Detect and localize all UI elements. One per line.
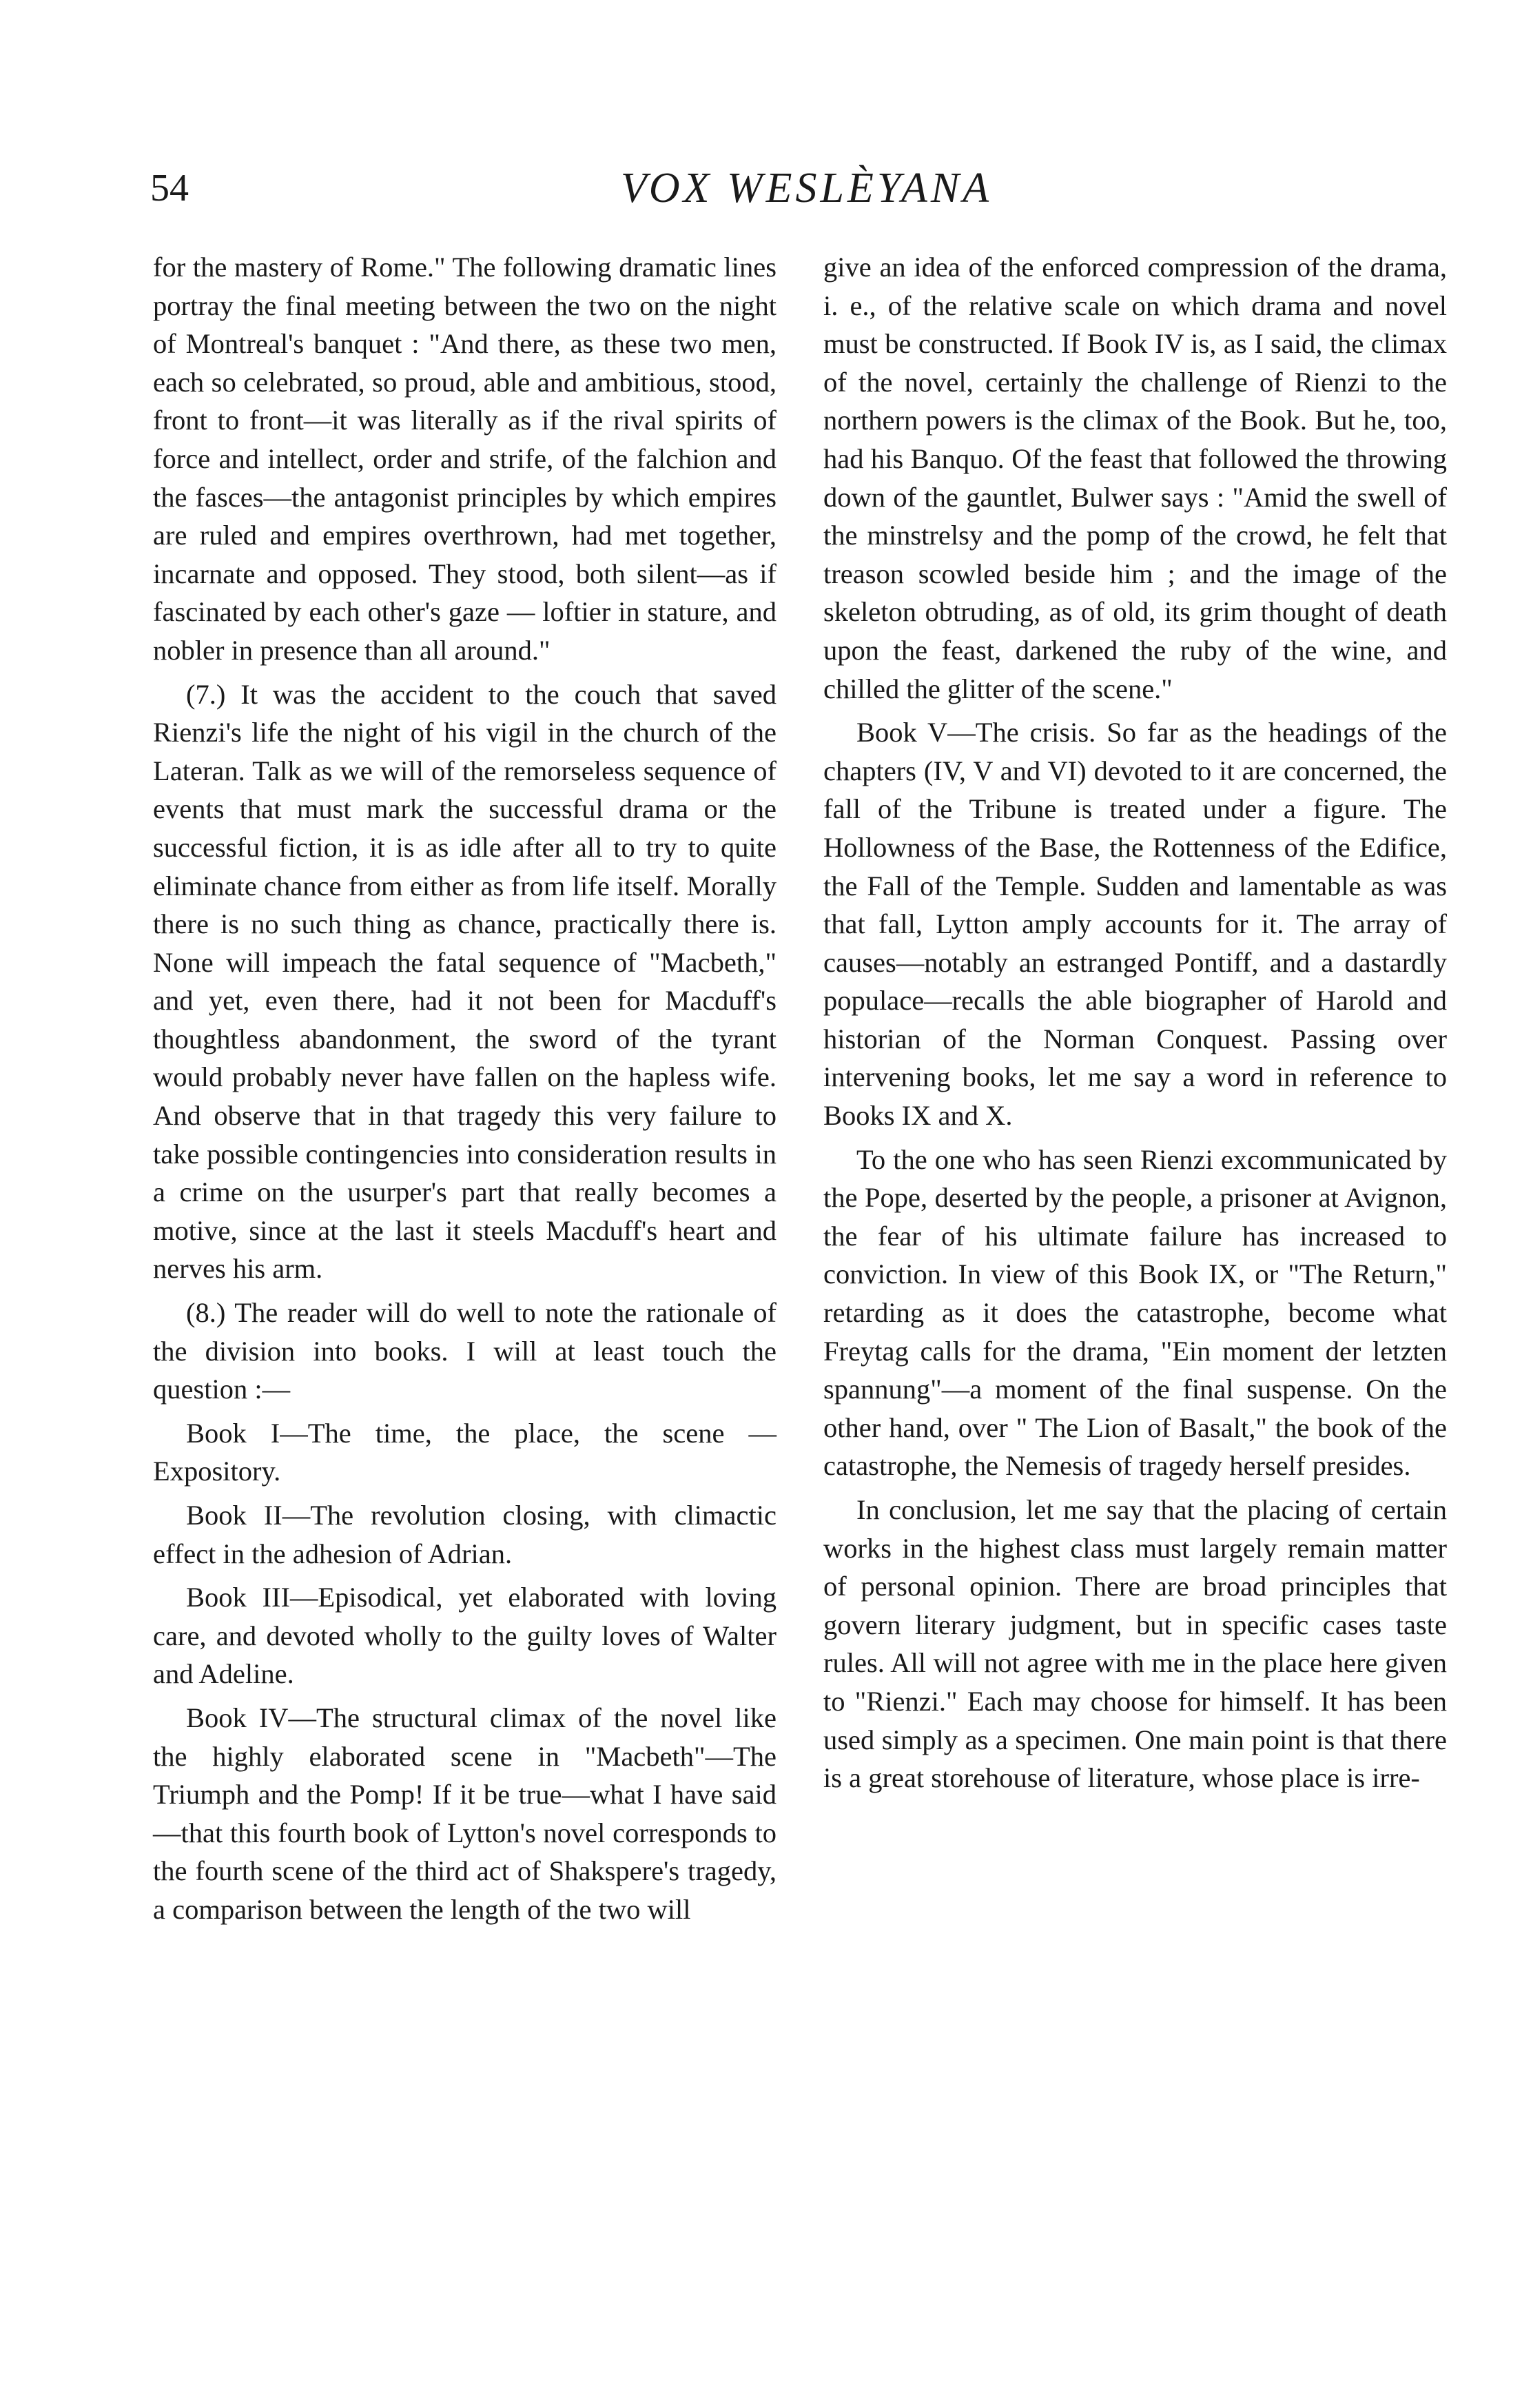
- paragraph: (7.) It was the accident to the couch that saved Rienzi's life the night of his vigil in the church of the Lateran. Talk as we will of the remorseless sequence of events that must mark the successful drama or the successful fiction, it is as idle after all to try to quite eliminate chance from either as from life itself. Morally there is no such thing as chance, practically there is. None will impeach the fatal sequence of "Macbeth," and yet, even there, had it not been for Macduff's thoughtless abandonment, the sword of the tyrant would probably never have fallen on the hapless wife. And observe that in that tragedy this very failure to take possible contingencies into consideration results in a crime on the usurper's part that really becomes a motive, since at the last it steels Macduff's heart and nerves his arm.: [153, 678, 777, 1285]
- left-column: [153, 248, 777, 1935]
- paragraph: Book V—The crisis. So far as the headings of the chapters (IV, V and VI) devoted to it are concerned, the fall of the Tribune is treated under a figure. The Hollowness of the Base, the Rottenness of the Edifice, the Fall of the Temple. Sudden and lamentable as was that fall, Lytton amply accounts for it. The array of causes—notably an estranged Pontiff, and a dastardly populace—recalls the able biographer of Harold and historian of the Norman Conquest. Passing over intervening books, let me say a word in reference to Books IX and X.: [823, 717, 1447, 1132]
- page-number: 54: [150, 167, 189, 210]
- paragraph: In conclusion, let me say that the placing of certain works in the highest class must largely remain matter of personal opinion. There are broad principles that govern literary judgment, but in specific cases taste rules. All will not agree with me in the place here given to "Rienzi." Each may choose for himself. It has been used simply as a specimen. One main point is that there is a great storehouse of literature, whose place is irre-: [823, 1494, 1447, 1794]
- paragraph: To the one who has seen Rienzi excommunicated by the Pope, deserted by the people, a prisoner at Avignon, the fear of his ultimate failure has increased to conviction. In view of this Book IX, or "The Return," retarding as it does the catastrophe, become what Freytag calls for the drama, "Ein moment der letzten spannung"—a moment of the final suspense. On the other hand, over " The Lion of Basalt," the book of the catastrophe, the Nemesis of tragedy herself presides.: [823, 1143, 1447, 1482]
- page-header: [150, 157, 1463, 219]
- right-column: [823, 248, 1447, 1803]
- paragraph: (8.) The reader will do well to note the rationale of the division into books. I will at least touch the question :—: [153, 1297, 777, 1405]
- paragraph: Book III—Episodical, yet elaborated with loving care, and devoted wholly to the guilty loves of Walter and Adeline.: [153, 1582, 777, 1690]
- paragraph: give an idea of the enforced compression of the drama, i. e., of the relative scale on which drama and novel must be constructed. If Book IV is, as I said, the climax of the novel, certainly the challenge of Rienzi to the northern powers is the climax of the Book. But he, too, had his Banquo. Of the feast that followed the throwing down of the gauntlet, Bulwer says : "Amid the swell of the minstrelsy and the pomp of the crowd, he felt that treason scowled beside him ; and the image of the skeleton obtruding, as of old, its grim thought of death upon the feast, darkened the ruby of the wine, and chilled the glitter of the scene.": [823, 252, 1447, 704]
- paragraph: Book II—The revolution closing, with climactic effect in the adhesion of Adrian.: [153, 1500, 777, 1569]
- running-title: VOX WESLÈYANA: [620, 165, 993, 212]
- paragraph: Book I—The time, the place, the scene —Expository.: [153, 1417, 777, 1487]
- paragraph: Book IV—The structural climax of the novel like the highly elaborated scene in "Macbeth"—The Triumph and the Pomp! If it be true—what I have said—that this fourth book of Lytton's novel corresponds to the fourth scene of the third act of Shakspere's tragedy, a comparison between the length of the two will: [153, 1702, 777, 1925]
- paragraph: for the mastery of Rome." The following dramatic lines portray the final meeting between the two on the night of Montreal's banquet : "And there, as these two men, each so celebrated, so proud, able and ambitious, stood, front to front—it was literally as if the rival spirits of force and intellect, order and strife, of the falchion and the fasces—the antagonist principles by which empires are ruled and empires overthrown, had met together, incarnate and opposed. They stood, both silent—as if fascinated by each other's gaze — loftier in stature, and nobler in presence than all around.": [153, 252, 777, 666]
